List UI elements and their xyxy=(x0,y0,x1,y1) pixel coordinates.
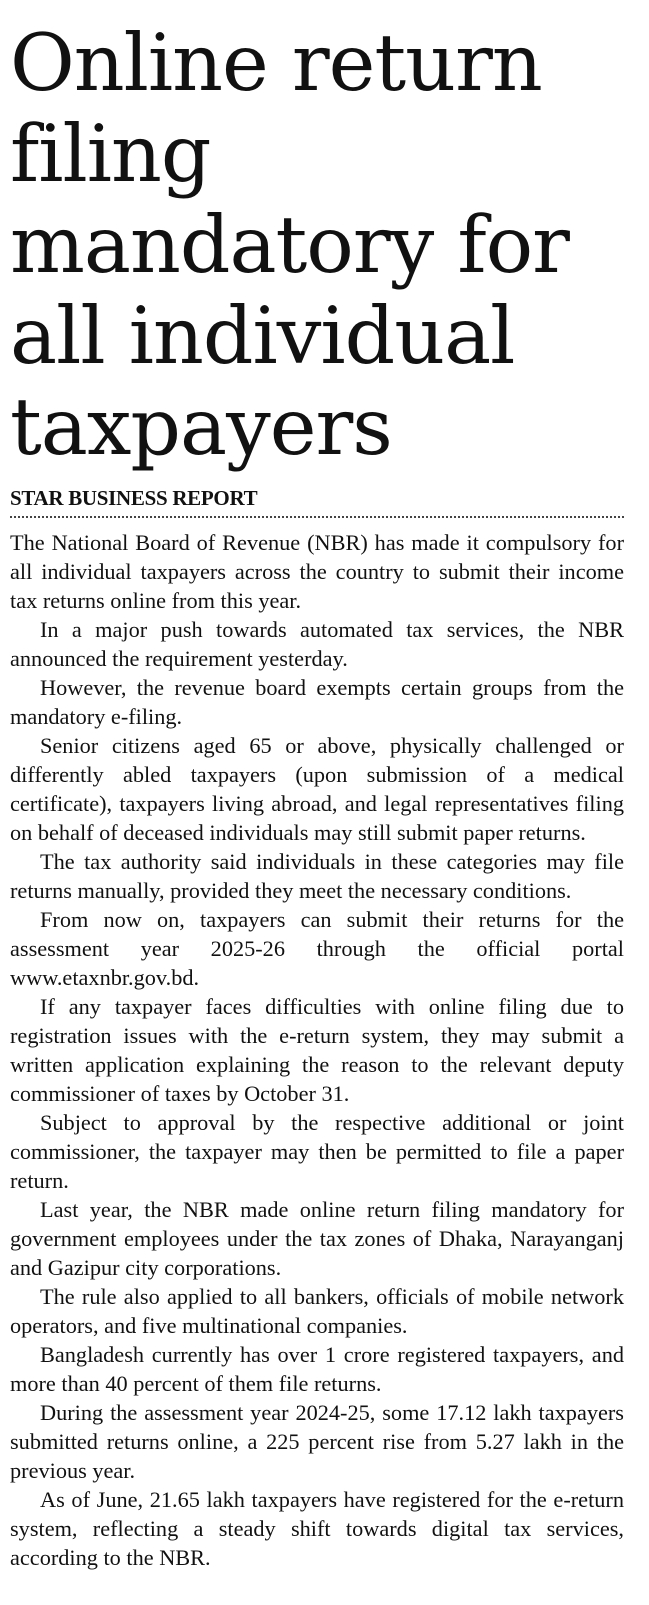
paragraph: In a major push towards automated tax services, the NBR announced the requirement yesterday. xyxy=(10,617,624,671)
news-article xyxy=(10,18,624,1572)
article-body xyxy=(10,528,624,1572)
paragraph: Bangladesh currently has over 1 crore registered taxpayers, and more than 40 percent of them file returns. xyxy=(10,1342,624,1396)
paragraph: The rule also applied to all bankers, officials of mobile network operators, and five multinational companies. xyxy=(10,1284,624,1338)
byline: STAR BUSINESS REPORT xyxy=(10,486,624,518)
paragraph: Last year, the NBR made online return filing mandatory for government employees under the tax zones of Dhaka, Narayanganj and Gazipur city corporations. xyxy=(10,1197,624,1280)
paragraph: The National Board of Revenue (NBR) has made it compulsory for all individual taxpayers across the country to submit their income tax returns online from this year. xyxy=(10,530,624,613)
paragraph: Subject to approval by the respective additional or joint commissioner, the taxpayer may then be permitted to file a paper return. xyxy=(10,1110,624,1193)
paragraph: If any taxpayer faces difficulties with online filing due to registration issues with the e-return system, they may submit a written application explaining the reason to the relevant deputy commissioner of taxes by October 31. xyxy=(10,994,624,1106)
paragraph: However, the revenue board exempts certain groups from the mandatory e-filing. xyxy=(10,675,624,729)
paragraph: The tax authority said individuals in these categories may file returns manually, provided they meet the necessary conditions. xyxy=(10,849,624,903)
paragraph: As of June, 21.65 lakh taxpayers have registered for the e-return system, reflecting a steady shift towards digital tax services, according to the NBR. xyxy=(10,1487,624,1570)
paragraph: Senior citizens aged 65 or above, physically challenged or differently abled taxpayers (upon submission of a medical certificate), taxpayers living abroad, and legal representatives filing on behalf of deceased individuals may still submit paper returns. xyxy=(10,733,624,845)
paragraph: From now on, taxpayers can submit their returns for the assessment year 2025-26 through the official portal www.etaxnbr.gov.bd. xyxy=(10,907,624,990)
headline: Online return filing mandatory for all individual taxpayers xyxy=(10,17,569,473)
paragraph: During the assessment year 2024-25, some 17.12 lakh taxpayers submitted returns online, a 225 percent rise from 5.27 lakh in the previous year. xyxy=(10,1400,624,1483)
